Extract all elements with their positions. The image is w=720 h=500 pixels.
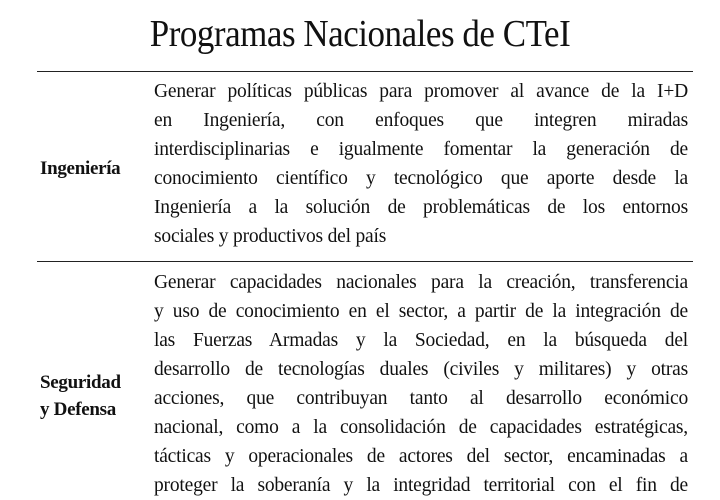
description-line: acciones, que contribuyan tanto al desarrollo económico — [154, 388, 688, 409]
description-line: en Ingeniería, con enfoques que integren miradas — [154, 110, 688, 131]
table-row-divider — [37, 261, 693, 262]
description-line: Generar capacidades nacionales para la creación, transferencia — [154, 272, 688, 293]
row-label-line: y Defensa — [40, 399, 116, 420]
description-line: tácticas y operacionales de actores del sector, encaminadas a — [154, 446, 688, 467]
description-line: interdisciplinarias e igualmente fomentar la generación de — [154, 139, 688, 160]
row-label-seguridad-defensa — [40, 369, 132, 423]
description-line: Ingeniería a la solución de problemáticas de los entornos — [154, 197, 688, 218]
row-description-seguridad-defensa — [154, 268, 688, 500]
row-description-ingenieria — [154, 77, 688, 251]
description-line: conocimiento científico y tecnológico que aporte desde la — [154, 168, 688, 189]
table-top-rule — [37, 71, 693, 72]
page-title: Programas Nacionales de CTeI — [149, 13, 571, 55]
description-line: proteger la soberanía y la integridad territorial con el fin de — [154, 475, 688, 496]
row-label-line: Seguridad — [40, 372, 121, 393]
description-line: desarrollo de tecnologías duales (civiles y militares) y otras — [154, 359, 688, 380]
row-label-ingenieria — [40, 155, 132, 182]
row-label-line: Ingeniería — [40, 158, 121, 179]
description-line: nacional, como a la consolidación de capacidades estratégicas, — [154, 417, 688, 438]
description-line: sociales y productivos del país — [154, 226, 387, 247]
description-line: Generar políticas públicas para promover al avance de la I+D — [154, 81, 688, 102]
description-line: y uso de conocimiento en el sector, a partir de la integración de — [154, 301, 688, 322]
description-line: las Fuerzas Armadas y la Sociedad, en la búsqueda del — [154, 330, 688, 351]
